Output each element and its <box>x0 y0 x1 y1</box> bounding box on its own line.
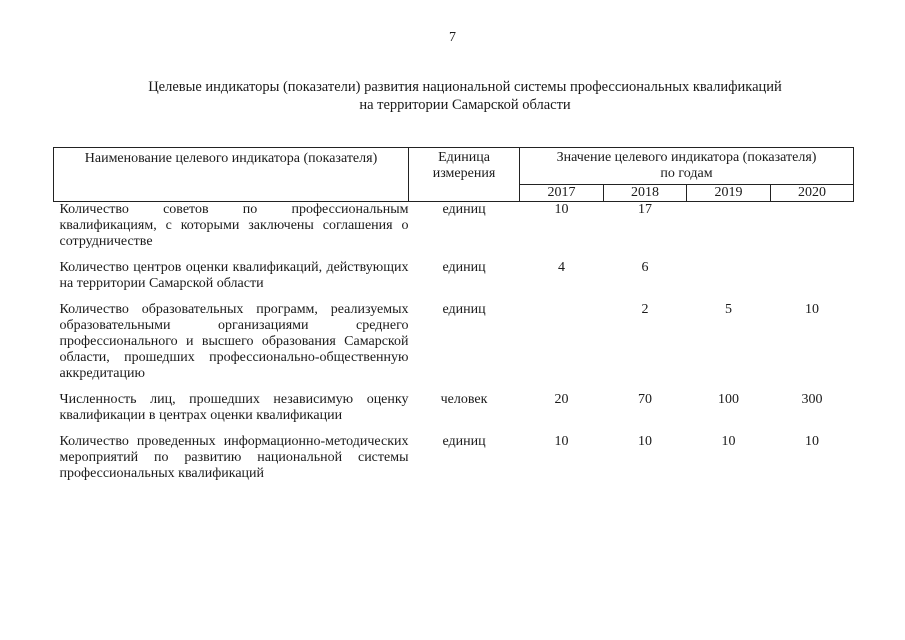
value-2018: 17 <box>638 202 652 217</box>
header-unit-line-2: измерения <box>432 166 496 181</box>
value-2017: 20 <box>554 392 569 407</box>
indicator-unit: единиц <box>442 260 486 275</box>
indicators-table <box>53 147 854 482</box>
value-2020: 10 <box>805 302 819 317</box>
value-2020 <box>771 202 854 251</box>
value-2019: 10 <box>721 434 736 449</box>
header-value <box>520 148 854 185</box>
title-line-2: на территории Самарской области <box>359 97 571 113</box>
value-2020: 10 <box>805 434 819 449</box>
header-unit <box>409 148 520 202</box>
header-year-2020: 2020 <box>771 185 854 202</box>
indicator-unit: единиц <box>442 202 486 217</box>
indicator-name: Количество образовательных программ, реализуемых образовательными организациями среднего профессионального и высшего образования Самарской области, прошедших профессионально-общественную аккредитацию <box>59 302 409 381</box>
indicator-name: Численность лиц, прошедших независимую оценку квалификации в центрах оценки квалификации <box>59 392 409 423</box>
table-row <box>54 260 854 292</box>
indicator-name: Количество центров оценки квалификаций, действующих на территории Самарской области <box>59 260 409 291</box>
document-title <box>60 78 870 114</box>
value-2020: 300 <box>801 392 823 407</box>
value-2019 <box>687 260 771 292</box>
indicator-unit: единиц <box>442 302 486 317</box>
value-2018: 2 <box>641 302 649 317</box>
indicator-unit: единиц <box>442 434 486 449</box>
value-2018: 6 <box>641 260 649 275</box>
title-line-1: Целевые индикаторы (показатели) развития национальной системы профессиональных квалификаций <box>148 79 782 95</box>
page-number: 7 <box>449 30 456 45</box>
header-year-2019: 2019 <box>687 185 771 202</box>
table-row <box>54 202 854 251</box>
table-row <box>54 392 854 424</box>
header-year-2017: 2017 <box>520 185 604 202</box>
indicator-name: Количество проведенных информационно-методических мероприятий по развитию национальной системы профессиональных квалификаций <box>59 434 409 481</box>
header-unit-line-1: Единица <box>438 150 490 165</box>
value-2017: 10 <box>554 434 569 449</box>
header-year-2018: 2018 <box>604 185 687 202</box>
value-2019: 100 <box>718 392 739 407</box>
table-row <box>54 434 854 482</box>
header-indicator-name: Наименование целевого индикатора (показателя) <box>54 148 409 202</box>
indicator-unit: человек <box>440 392 488 407</box>
value-2019: 5 <box>725 302 732 317</box>
header-value-line-1: Значение целевого индикатора (показателя) <box>556 150 817 165</box>
value-2017 <box>520 302 604 382</box>
value-2018: 70 <box>638 392 652 407</box>
header-value-line-2: по годам <box>660 166 713 181</box>
value-2017: 10 <box>554 202 569 217</box>
value-2020 <box>771 260 854 292</box>
table-row <box>54 302 854 382</box>
value-2019 <box>687 202 771 251</box>
indicator-name: Количество советов по профессиональным квалификациям, с которыми заключены соглашения о сотрудничестве <box>59 202 409 249</box>
value-2017: 4 <box>558 260 565 275</box>
value-2018: 10 <box>638 434 652 449</box>
